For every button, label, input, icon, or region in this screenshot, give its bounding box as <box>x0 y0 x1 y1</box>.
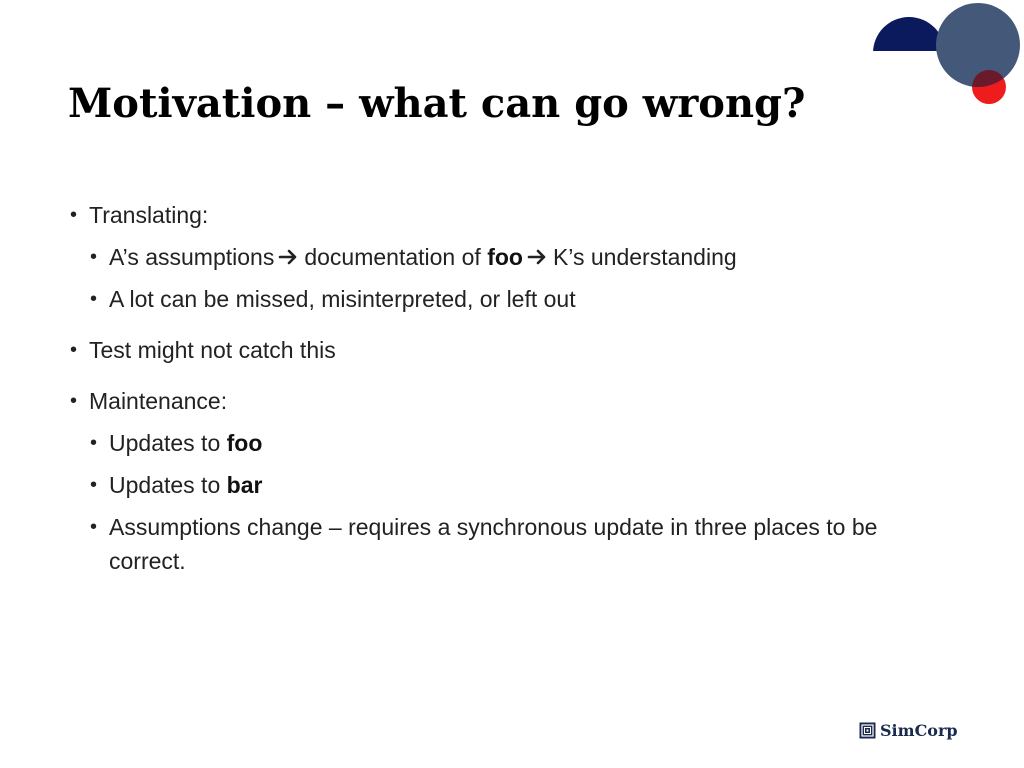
sub-bullet-updates-foo <box>89 426 958 460</box>
sub-bullet-assumptions-change <box>89 510 958 578</box>
slide-title: Motivation – what can go wrong? <box>68 80 806 127</box>
bullet-test-label: Test might not catch this <box>89 337 336 363</box>
bullet-list <box>68 198 958 578</box>
bullet-dot: • <box>90 474 98 496</box>
simcorp-mark-icon <box>859 722 876 739</box>
sub-bullet-updates-bar <box>89 468 958 502</box>
updates-foo-bold: foo <box>226 430 263 456</box>
bullet-maintenance-label: Maintenance: <box>89 388 228 414</box>
bullet-dot: • <box>70 390 78 412</box>
bullet-test <box>68 333 958 367</box>
right-arrow-icon <box>527 247 549 267</box>
translating-sub-list <box>89 240 958 316</box>
updates-bar-bold: bar <box>226 472 263 498</box>
bullet-dot: • <box>90 432 98 454</box>
bullet-dot: • <box>70 204 78 226</box>
sub-bullet-assumptions-chain <box>89 240 958 274</box>
slide-content <box>68 198 958 595</box>
chain-part-understanding: K’s understanding <box>552 244 737 270</box>
bullet-translating-label: Translating: <box>89 202 209 228</box>
bullet-dot: • <box>70 339 78 361</box>
chain-part-foo: foo <box>487 244 523 270</box>
maintenance-sub-list <box>89 426 958 578</box>
corner-circles-decoration <box>860 0 1024 120</box>
right-arrow-icon <box>278 247 300 267</box>
navy-circle <box>873 17 945 89</box>
updates-bar-prefix: Updates to <box>109 472 221 498</box>
sub-bullet-missed <box>89 282 958 316</box>
simcorp-logo <box>859 718 958 742</box>
bullet-maintenance <box>68 384 958 578</box>
bullet-dot: • <box>90 288 98 310</box>
sub-bullet-missed-text: A lot can be missed, misinterpreted, or left out <box>109 286 576 312</box>
assumptions-change-text: Assumptions change – requires a synchronous update in three places to be correct. <box>109 514 878 574</box>
updates-foo-prefix: Updates to <box>109 430 221 456</box>
chain-part-assumptions: A’s assumptions <box>109 244 275 270</box>
simcorp-brand-text: SimCorp <box>880 720 958 740</box>
bullet-translating <box>68 198 958 316</box>
bullet-dot: • <box>90 246 98 268</box>
bullet-dot: • <box>90 516 98 538</box>
chain-part-documentation: documentation of <box>304 244 481 270</box>
